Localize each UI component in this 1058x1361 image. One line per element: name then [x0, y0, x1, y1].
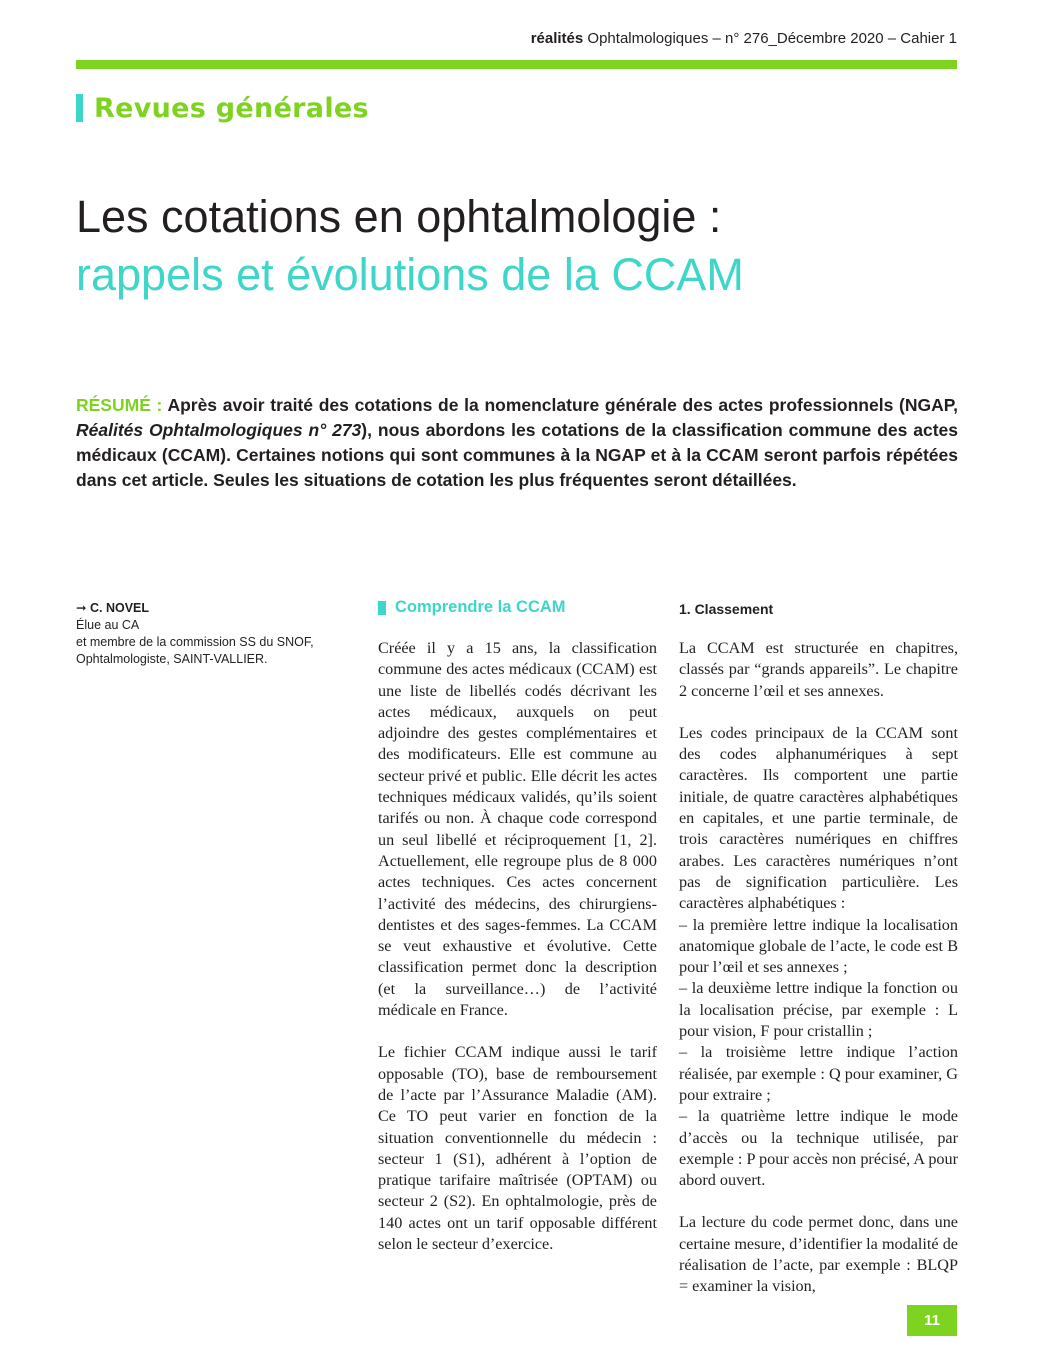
issue-info: Ophtalmologiques – n° 276_Décembre 2020 – Cahier 1 — [587, 30, 957, 47]
abstract — [76, 393, 958, 493]
column1-heading — [378, 598, 566, 617]
section-title: Revues générales — [94, 92, 369, 124]
title-line-1: Les cotations en ophtalmologie : — [76, 191, 722, 242]
running-header — [531, 30, 957, 47]
page-number: 11 — [907, 1305, 957, 1336]
paragraph: Les codes principaux de la CCAM sont des codes alphanumériques à sept caractères. Ils comportent une partie initiale, de quatre caractères alphabétiques en capitales, et une partie terminale, de trois caractères numériques en chiffres arabes. Les caractères numériques n’ont pas de signification particulière. Les caractères alphabétiques : — [679, 723, 958, 913]
column2-heading: 1. Classement — [679, 601, 774, 617]
abstract-label: RÉSUMÉ : — [76, 395, 163, 415]
abstract-text-1: Après avoir traité des cotations de la nomenclature générale des actes professionnels (NGAP, — [167, 395, 959, 415]
section-label — [76, 90, 369, 126]
section-marker — [76, 94, 83, 122]
column-1 — [378, 638, 657, 1276]
list-item: – la quatrième lettre indique le mode d’accès ou la technique utilisée, par exemple : P pour accès non précisé, A pour abord ouvert. — [679, 1107, 958, 1190]
author-location: Ophtalmologiste, SAINT-VALLIER. — [76, 652, 268, 666]
paragraph: Le fichier CCAM indique aussi le tarif opposable (TO), base de remboursement de l’acte par l’Assurance Maladie (AM). Ce TO peut varier en fonction de la situation conventionnelle du médecin : secteur 1 (S1), adhérent à l’option de pratique tarifaire maîtrisée (OPTAM) ou secteur 2 (S2). En ophtalmologie, près de 140 actes ont un tarif opposable différent selon le secteur d’exercice. — [378, 1043, 657, 1254]
column1-heading-text: Comprendre la CCAM — [395, 598, 566, 616]
arrow-icon: ➞ — [76, 601, 87, 615]
article-title — [76, 188, 976, 304]
paragraph: Créée il y a 15 ans, la classification commune des actes médicaux (CCAM) est une liste de libellés codés décrivant les actes médicaux, auxquels on peut adjoindre des gestes complémentaires et des modificateurs. Elle est commune au secteur privé et public. Elle décrit les actes techniques médicaux validés, qu’ils soient tarifés ou non. À chaque code correspond un seul libellé et réciproquement [1, 2]. Actuellement, elle regroupe plus de 8 000 actes techniques. Ces actes concernent l’activité des médecins, des chirurgiens-dentistes et des sages-femmes. La CCAM se veut exhaustive et évolutive. Cette classification permet donc la description (et la surveillance…) de l’activité médicale en France. — [378, 639, 657, 1020]
author-block — [76, 600, 336, 668]
abstract-italic-ref: Réalités Ophtalmologiques n° 273 — [76, 420, 362, 440]
journal-name: réalités — [530, 30, 584, 47]
paragraph: La CCAM est structurée en chapitres, classés par “grands appareils”. Le chapitre 2 concerne l’œil et ses annexes. — [679, 639, 958, 700]
title-line-2: rappels et évolutions de la CCAM — [76, 249, 744, 300]
author-affiliation: et membre de la commission SS du SNOF, — [76, 635, 314, 649]
author-role: Élue au CA — [76, 618, 140, 632]
author-name: C. NOVEL — [89, 601, 150, 615]
abstract-text-2: ), nous abordons les cotations de la classification commune des actes médicaux (CCAM). Certaines notions qui sont communes à la NGAP et à la CCAM seront parfois répétées dans cet article. Seules les situations de cotation les plus fréquentes seront détaillées. — [76, 420, 958, 490]
heading-marker — [378, 601, 386, 615]
header-rule — [76, 60, 957, 69]
list-item: – la troisième lettre indique l’action réalisée, par exemple : Q pour examiner, G pour extraire ; — [679, 1043, 958, 1104]
paragraph: La lecture du code permet donc, dans une certaine mesure, d’identifier la modalité de réalisation de l’acte, par exemple : BLQP = examiner la vision, — [679, 1213, 958, 1296]
list-item: – la première lettre indique la localisation anatomique globale de l’acte, le code est B pour l’œil et ses annexes ; — [679, 915, 958, 977]
column-2 — [679, 638, 958, 1319]
list-item: – la deuxième lettre indique la fonction ou la localisation précise, par exemple : L pour vision, F pour cristallin ; — [679, 979, 958, 1041]
